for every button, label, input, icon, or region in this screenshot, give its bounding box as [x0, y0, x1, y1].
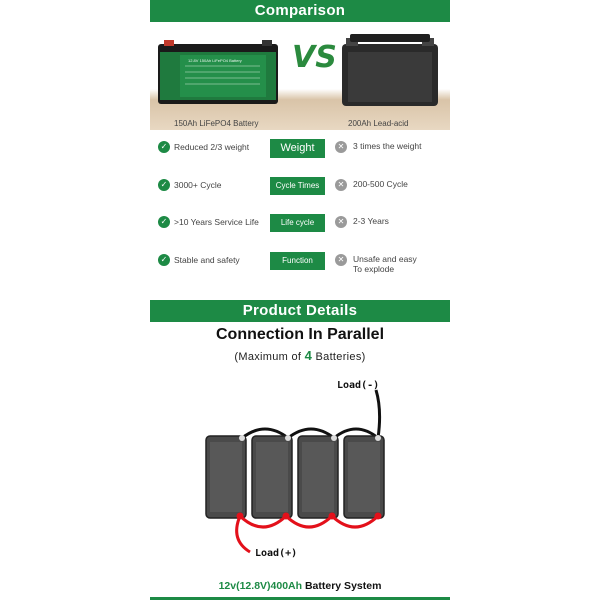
lithium-battery-icon — [158, 40, 278, 104]
pro-text: 3000+ Cycle — [174, 180, 222, 190]
comparison-row — [150, 177, 450, 199]
comparison-title: Comparison — [254, 2, 346, 19]
parallel-connection-diagram — [150, 380, 450, 580]
con-text: 200-500 Cycle — [353, 179, 408, 189]
category-tag: Weight — [270, 139, 325, 158]
load-positive-label: Load(+) — [255, 548, 298, 559]
check-icon: ✓ — [158, 216, 170, 228]
connection-title: Connection In Parallel — [215, 326, 385, 343]
category-tag: Cycle Times — [270, 177, 325, 195]
x-icon: ✕ — [335, 216, 347, 228]
product-details-title: Product Details — [242, 302, 358, 319]
load-negative-label: Load(-) — [337, 380, 380, 391]
category-tag: Life cycle — [270, 214, 325, 232]
battery-2-icon — [252, 436, 292, 518]
comparison-banner — [150, 0, 450, 22]
category-tag: Function — [270, 252, 325, 270]
comparison-row — [150, 214, 450, 236]
vs-text: VS — [292, 40, 337, 75]
x-icon: ✕ — [335, 254, 347, 266]
check-icon: ✓ — [158, 254, 170, 266]
comparison-row — [150, 139, 450, 161]
pro-text: Reduced 2/3 weight — [174, 142, 250, 152]
connection-subtitle: (Maximum of 4 Batteries) — [234, 348, 366, 363]
battery-comparison-illustration — [150, 22, 450, 130]
lithium-caption: 150Ah LiFePO4 Battery — [174, 119, 259, 128]
comparison-hero — [150, 22, 450, 130]
pro-text: Stable and safety — [174, 255, 240, 265]
comparison-row — [150, 252, 450, 274]
lead-acid-battery-icon — [342, 34, 438, 106]
lead-acid-caption: 200Ah Lead-acid — [348, 119, 409, 128]
x-icon: ✕ — [335, 141, 347, 153]
max-battery-count: 4 — [304, 348, 313, 363]
x-icon: ✕ — [335, 179, 347, 191]
negative-lead-wire — [376, 390, 380, 438]
battery-system-caption: 12v(12.8V)400Ah Battery System — [218, 580, 382, 592]
battery-1-icon — [206, 436, 246, 518]
check-icon: ✓ — [158, 179, 170, 191]
con-text: Unsafe and easy To explode — [353, 254, 417, 274]
check-icon: ✓ — [158, 141, 170, 153]
pro-text: >10 Years Service Life — [174, 217, 259, 227]
battery-3-icon — [298, 436, 338, 518]
con-text: 2-3 Years — [353, 216, 389, 226]
product-details-banner — [150, 300, 450, 322]
con-text: 3 times the weight — [353, 141, 422, 151]
battery-4-icon — [344, 436, 384, 518]
lithium-battery-label: 12.8V 150Ah LiFePO4 Battery — [188, 58, 242, 63]
